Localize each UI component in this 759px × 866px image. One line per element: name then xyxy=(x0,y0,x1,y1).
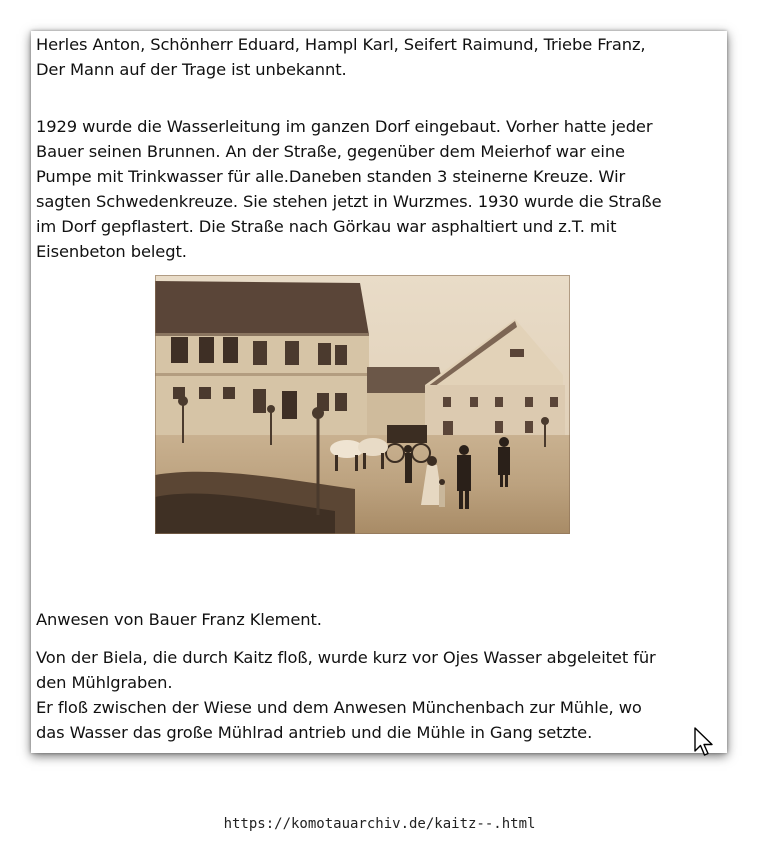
text-line: sagten Schwedenkreuze. Sie stehen jetzt in Wurzmes. 1930 wurde die Straße xyxy=(36,192,662,211)
text-line: im Dorf gepflastert. Die Straße nach Görkau war asphaltiert und z.T. mit xyxy=(36,217,617,236)
text-line: Der Mann auf der Trage ist unbekannt. xyxy=(36,60,347,79)
text-line: Herles Anton, Schönherr Eduard, Hampl Karl, Seifert Raimund, Triebe Franz, xyxy=(36,35,646,54)
source-url: https://komotauarchiv.de/kaitz--.html xyxy=(223,816,536,832)
document-page xyxy=(31,31,727,753)
text-line: Von der Biela, die durch Kaitz floß, wurde kurz vor Ojes Wasser abgeleitet für xyxy=(36,648,656,667)
text-line: den Mühlgraben. xyxy=(36,673,173,692)
text-line: das Wasser das große Mühlrad antrieb und die Mühle in Gang setzte. xyxy=(36,723,593,742)
sepia-village-photo-icon xyxy=(155,275,570,534)
paragraph-water-supply xyxy=(36,114,716,264)
text-line: Eisenbeton belegt. xyxy=(36,242,187,261)
text-line: Bauer seinen Brunnen. An der Straße, gegenüber dem Meierhof war eine xyxy=(36,142,625,161)
photo-caption xyxy=(36,607,716,632)
village-photo xyxy=(155,275,570,534)
text-line: 1929 wurde die Wasserleitung im ganzen Dorf eingebaut. Vorher hatte jeder xyxy=(36,117,653,136)
text-line: Er floß zwischen der Wiese und dem Anwesen Münchenbach zur Mühle, wo xyxy=(36,698,642,717)
paragraph-names xyxy=(36,32,716,82)
paragraph-mill-race xyxy=(36,645,716,745)
text-line: Pumpe mit Trinkwasser für alle.Daneben standen 3 steinerne Kreuze. Wir xyxy=(36,167,626,186)
text-line: Anwesen von Bauer Franz Klement. xyxy=(36,610,322,629)
mouse-pointer-icon xyxy=(694,727,716,759)
